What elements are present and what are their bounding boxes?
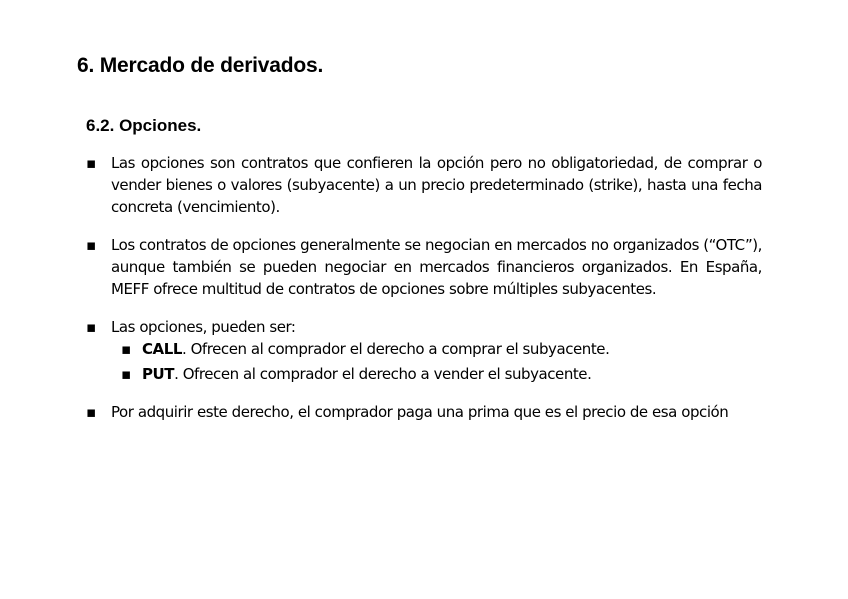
bullet-square-icon: ▪ <box>121 365 131 383</box>
subbullet-text: . Ofrecen al comprador el derecho a comprar el subyacente. <box>181 340 610 358</box>
bullet-text: Los contratos de opciones generalmente se negocian en mercados no organizados (“OTC”), aunque también se pueden negociar en mercados financieros organizados. En España, MEFF ofrece multitud de contratos de opciones sobre múltiples subyacentes. <box>111 236 762 298</box>
bullet-list <box>86 152 762 439</box>
option-types-sublist <box>86 338 762 385</box>
bullet-item-definition <box>86 152 762 218</box>
bullet-square-icon: ▪ <box>86 318 96 336</box>
bullet-item-markets <box>86 234 762 300</box>
slide-title: 6. Mercado de derivados. <box>77 54 324 77</box>
keyword-put: PUT <box>142 365 175 383</box>
bullet-square-icon: ▪ <box>86 236 96 254</box>
bullet-square-icon: ▪ <box>86 403 96 421</box>
bullet-text: Las opciones son contratos que confieren la opción pero no obligatoriedad, de comprar o vender bienes o valores (subyacente) a un precio predeterminado (strike), hasta una fecha concreta (vencimiento). <box>111 154 762 216</box>
keyword-call: CALL <box>142 340 182 358</box>
bullet-item-premium <box>86 401 762 423</box>
slide-subtitle: 6.2. Opciones. <box>86 116 202 135</box>
bullet-square-icon: ▪ <box>121 340 131 358</box>
subbullet-item-call <box>111 338 762 360</box>
bullet-item-types <box>86 316 762 338</box>
bullet-text: Por adquirir este derecho, el comprador paga una prima que es el precio de esa opción <box>111 403 729 421</box>
subbullet-text: . Ofrecen al comprador el derecho a vender el subyacente. <box>174 365 592 383</box>
bullet-square-icon: ▪ <box>86 154 96 172</box>
subbullet-item-put <box>111 363 762 385</box>
bullet-text: Las opciones, pueden ser: <box>111 318 296 336</box>
